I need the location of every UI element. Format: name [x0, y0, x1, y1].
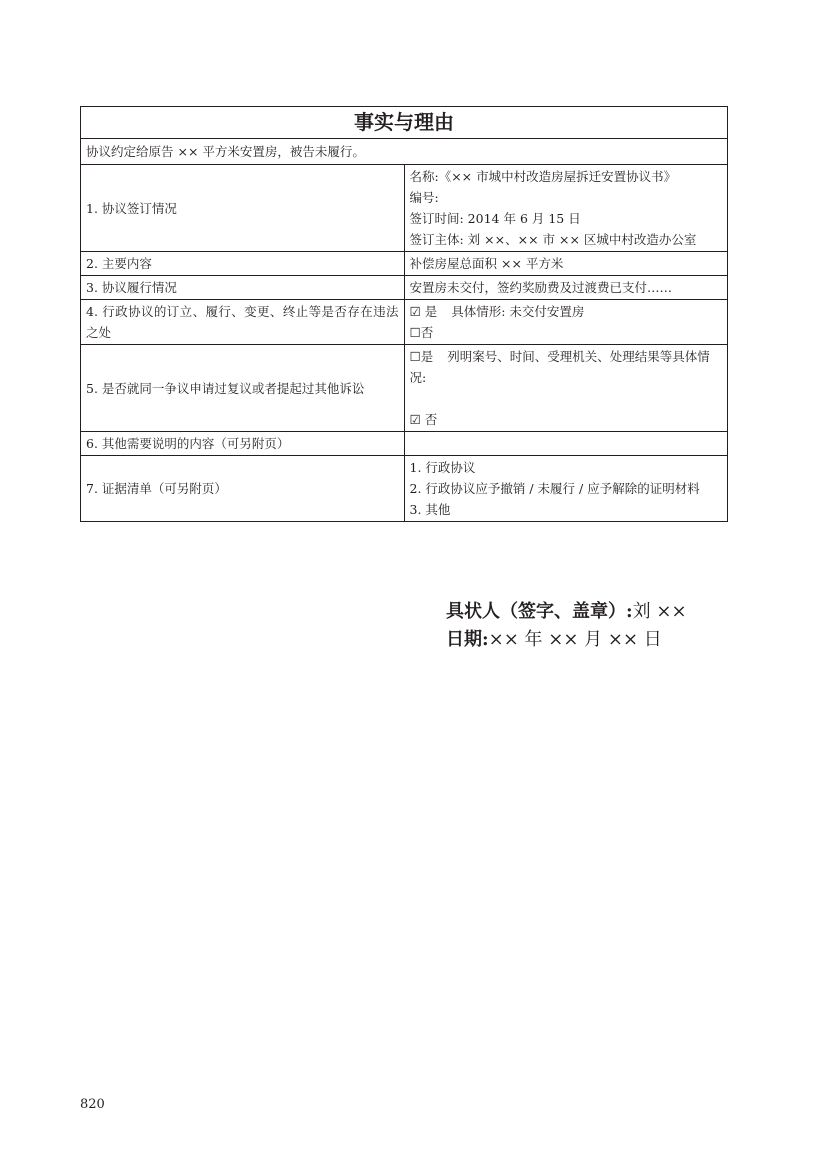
agreement-name: 名称:《×× 市城中村改造房屋拆迁安置协议书》	[409, 169, 677, 184]
row-label: 2. 主要内容	[81, 252, 405, 276]
signer-line	[446, 598, 728, 626]
option-no-label: 否	[420, 325, 434, 340]
signer-label: 具状人（签字、盖章）:	[446, 601, 633, 622]
evidence-item: 1. 行政协议	[409, 460, 476, 475]
table-title: 事实与理由	[81, 107, 728, 139]
option-no	[410, 322, 723, 343]
facts-and-reasons-table	[80, 106, 728, 522]
date-line	[446, 626, 728, 654]
option-yes-label: 是	[424, 304, 438, 319]
agreement-date: 签订时间: 2014 年 6 月 15 日	[409, 211, 581, 226]
table-row	[81, 300, 728, 345]
signature-block	[446, 598, 728, 654]
title-row	[81, 107, 728, 139]
option-yes-label: 是	[420, 349, 434, 364]
row-label: 7. 证据清单（可另附页）	[81, 456, 405, 522]
signer-value: 刘 ××	[632, 601, 687, 622]
evidence-list	[404, 456, 728, 522]
agreement-parties: 签订主体: 刘 ××、×× 市 ×× 区城中村改造办公室	[409, 232, 697, 247]
page-number: 820	[80, 1097, 105, 1112]
illegality-options	[404, 300, 728, 345]
table-row	[81, 252, 728, 276]
row-label: 6. 其他需要说明的内容（可另附页）	[81, 432, 405, 456]
date-value: ×× 年 ×× 月 ×× 日	[488, 629, 662, 650]
date-label: 日期:	[446, 629, 489, 650]
table-row	[81, 276, 728, 300]
checkbox-checked-icon[interactable]: ☑	[409, 304, 421, 319]
option-yes	[410, 301, 723, 322]
row-label: 1. 协议签订情况	[81, 165, 405, 252]
row-label: 4. 行政协议的订立、履行、变更、终止等是否存在违法之处	[81, 300, 405, 345]
row-value: 安置房未交付，签约奖励费及过渡费已支付……	[404, 276, 728, 300]
row-label: 3. 协议履行情况	[81, 276, 405, 300]
agreement-details	[404, 165, 728, 252]
evidence-item: 3. 其他	[409, 502, 451, 517]
table-row	[81, 432, 728, 456]
agreement-number: 编号:	[409, 190, 439, 205]
checkbox-checked-icon[interactable]: ☑	[409, 412, 421, 427]
option-yes	[410, 346, 723, 388]
summary-row	[81, 139, 728, 165]
evidence-item: 2. 行政协议应予撤销 / 未履行 / 应予解除的证明材料	[409, 481, 700, 496]
row-value: 补偿房屋总面积 ×× 平方米	[404, 252, 728, 276]
summary-text: 协议约定给原告 ×× 平方米安置房，被告未履行。	[81, 139, 728, 165]
option-yes-detail: 列明案号、时间、受理机关、处理结果等具体情况:	[409, 349, 710, 385]
prior-litigation-options	[404, 345, 728, 432]
checkbox-unchecked-icon[interactable]: ☐	[409, 349, 421, 364]
table-row	[81, 165, 728, 252]
row-label: 5. 是否就同一争议申请过复议或者提起过其他诉讼	[81, 345, 405, 432]
row-value[interactable]	[404, 432, 728, 456]
option-no	[410, 409, 723, 430]
option-yes-detail: 具体情形: 未交付安置房	[451, 304, 585, 319]
table-row	[81, 345, 728, 432]
checkbox-unchecked-icon[interactable]: ☐	[409, 325, 421, 340]
table-row	[81, 456, 728, 522]
option-no-label: 否	[424, 412, 438, 427]
